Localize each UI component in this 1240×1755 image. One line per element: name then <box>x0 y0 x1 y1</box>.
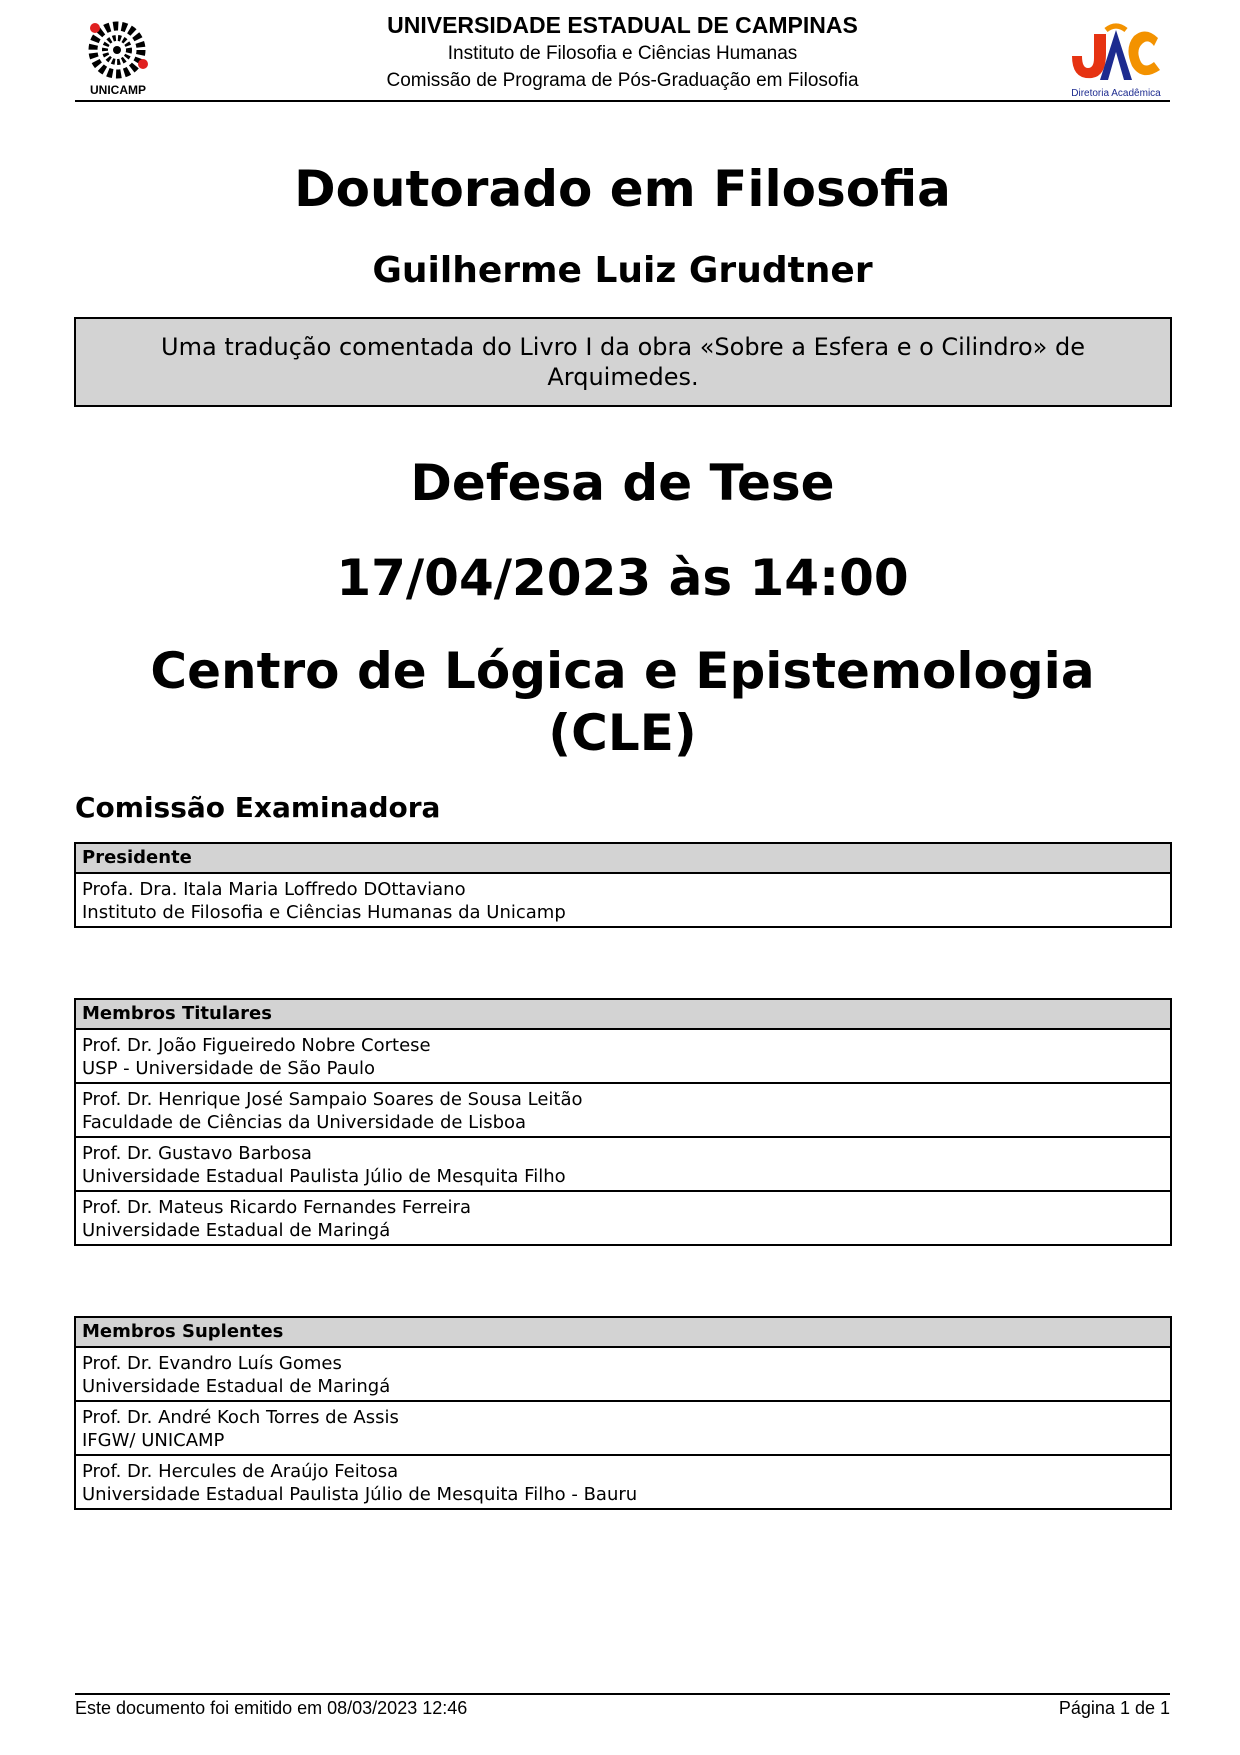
dac-logo-text: Diretoria Acadêmica <box>1071 88 1161 99</box>
table-header: Membros Titulares <box>76 1000 1170 1030</box>
issued-timestamp: Este documento foi emitido em 08/03/2023 12:46 <box>75 1698 468 1718</box>
member-name: Prof. Dr. Henrique José Sampaio Soares de Sousa Leitão <box>82 1089 583 1110</box>
table-header: Presidente <box>76 844 1170 874</box>
program-title: Doutorado em Filosofia <box>294 160 951 218</box>
member-institution: Faculdade de Ciências da Universidade de Lisboa <box>82 1112 527 1133</box>
table-row <box>76 1084 1170 1138</box>
event-type: Defesa de Tese <box>410 454 835 512</box>
member-name: Prof. Dr. Gustavo Barbosa <box>82 1143 312 1164</box>
unicamp-logo-icon <box>81 16 155 98</box>
table-row <box>76 874 1170 928</box>
institute-name: Instituto de Filosofia e Ciências Humanas <box>447 43 798 64</box>
table-row <box>76 1402 1170 1456</box>
unicamp-logo <box>81 16 155 98</box>
committee-heading: Comissão Examinadora <box>75 791 441 824</box>
thesis-title-box <box>74 317 1172 407</box>
member-institution: Instituto de Filosofia e Ciências Humanas da Unicamp <box>82 902 566 923</box>
table-row <box>76 1348 1170 1402</box>
header-text <box>225 10 1020 95</box>
titulares-table <box>74 998 1172 1246</box>
member-name: Prof. Dr. Mateus Ricardo Fernandes Ferreira <box>82 1197 471 1218</box>
unicamp-logo-text: UNICAMP <box>90 83 146 97</box>
table-header: Membros Suplentes <box>76 1318 1170 1348</box>
member-name: Prof. Dr. João Figueiredo Nobre Cortese <box>82 1035 431 1056</box>
member-name: Profa. Dra. Itala Maria Loffredo DOttaviano <box>82 879 466 900</box>
event-datetime: 17/04/2023 às 14:00 <box>336 549 909 607</box>
thesis-title: Uma tradução comentada do Livro I da obra «Sobre a Esfera e o Cilindro» de Arquimedes. <box>161 333 1085 391</box>
member-institution: Universidade Estadual de Maringá <box>82 1376 391 1397</box>
university-name: UNIVERSIDADE ESTADUAL DE CAMPINAS <box>387 12 858 38</box>
table-row <box>76 1192 1170 1246</box>
member-name: Prof. Dr. Evandro Luís Gomes <box>82 1353 342 1374</box>
member-institution: Universidade Estadual de Maringá <box>82 1220 391 1241</box>
document-footer <box>75 1693 1170 1718</box>
member-name: Prof. Dr. Hercules de Araújo Feitosa <box>82 1461 399 1482</box>
dac-logo <box>1062 20 1170 100</box>
event-location: Centro de Lógica e Epistemologia (CLE) <box>150 642 1095 762</box>
dac-logo-icon <box>1062 20 1170 100</box>
president-table <box>74 842 1172 928</box>
member-name: Prof. Dr. André Koch Torres de Assis <box>82 1407 399 1428</box>
member-institution: Universidade Estadual Paulista Júlio de Mesquita Filho <box>82 1166 566 1187</box>
document-header <box>75 10 1170 102</box>
member-institution: Universidade Estadual Paulista Júlio de Mesquita Filho - Bauru <box>82 1484 638 1505</box>
suplentes-table <box>74 1316 1172 1510</box>
table-row <box>76 1030 1170 1084</box>
member-institution: IFGW/ UNICAMP <box>82 1430 225 1451</box>
page-number: Página 1 de 1 <box>1058 1698 1170 1718</box>
candidate-name: Guilherme Luiz Grudtner <box>372 250 873 291</box>
member-institution: USP - Universidade de São Paulo <box>82 1058 376 1079</box>
table-row <box>76 1138 1170 1192</box>
commission-name: Comissão de Programa de Pós-Graduação em Filosofia <box>386 70 859 91</box>
table-row <box>76 1456 1170 1510</box>
